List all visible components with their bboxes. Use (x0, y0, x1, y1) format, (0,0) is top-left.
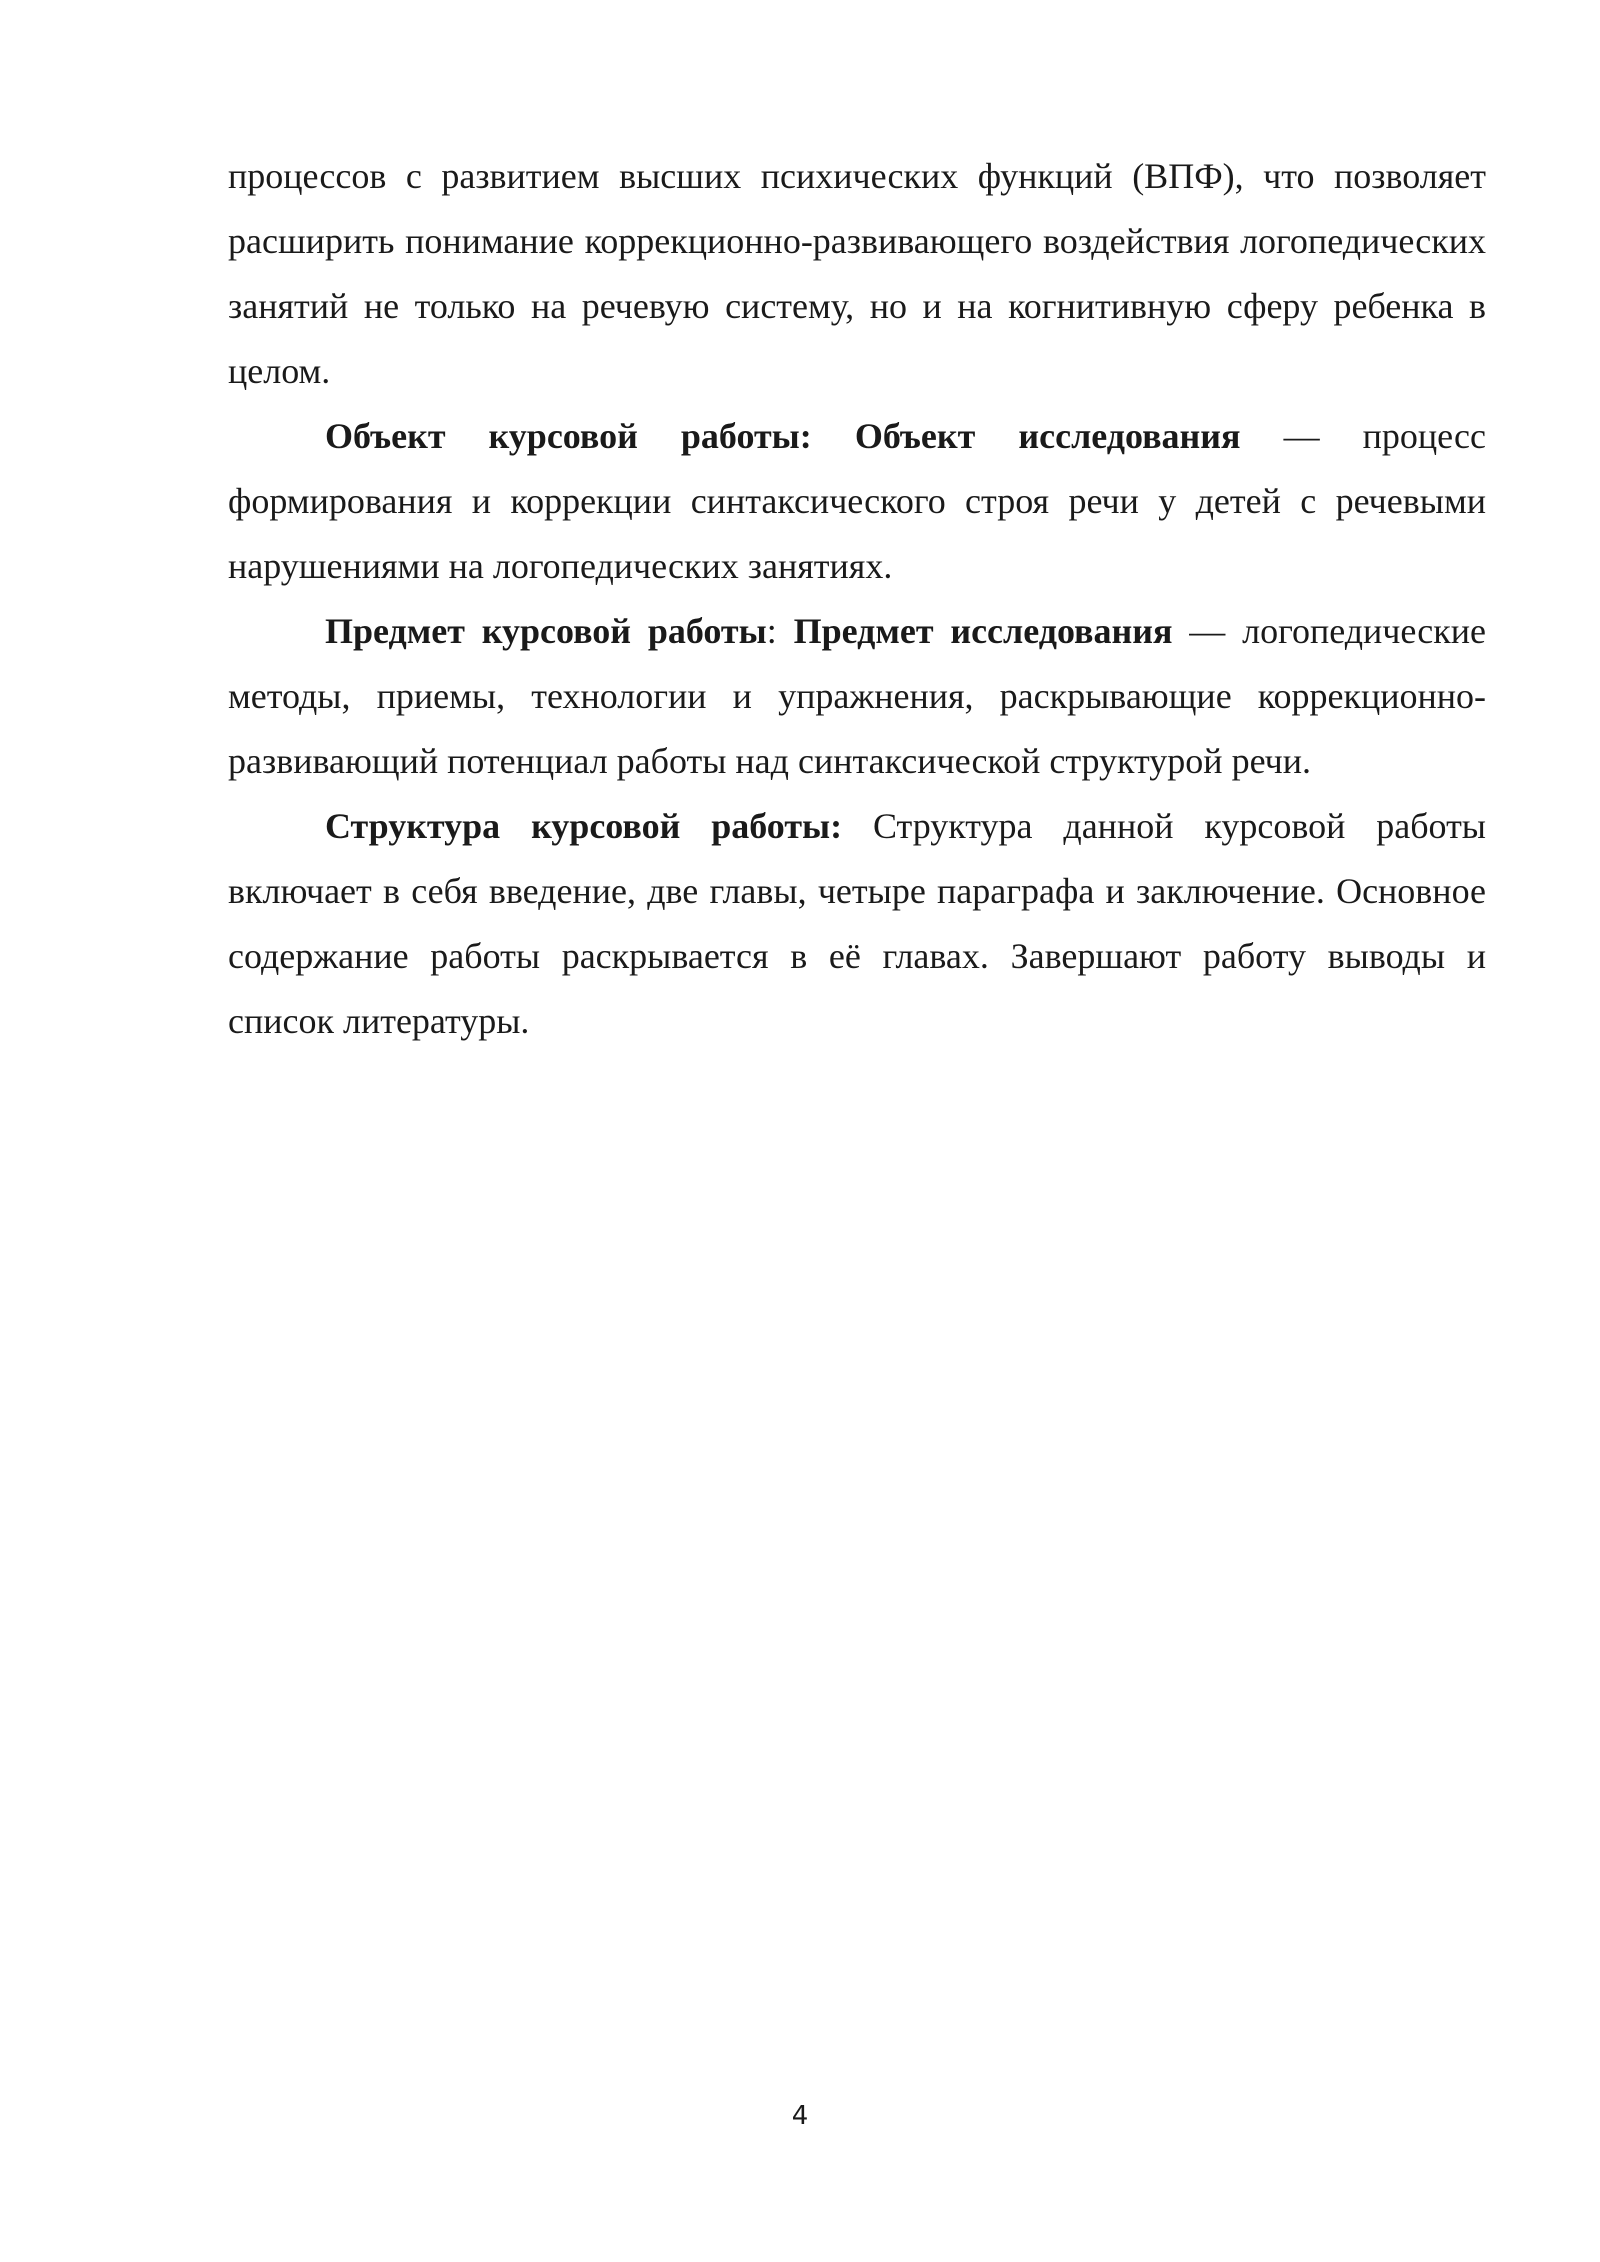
paragraph-subject (228, 599, 1486, 794)
page-number: 4 (791, 2101, 809, 2131)
subject-separator: : (766, 611, 794, 651)
structure-text: Структура данной курсовой работы включает в себя введение, две главы, четыре параграфа и заключение. Основное содержание работы раскрывается в её главах. Завершают работу выводы и список литературы. (228, 806, 1486, 1041)
paragraph-structure (228, 794, 1486, 1054)
object-text: — процесс формирования и коррекции синтаксического строя речи у детей с речевыми нарушениями на логопедических занятиях. (228, 416, 1486, 586)
paragraph-text: процессов с развитием высших психических функций (ВПФ), что позволяет расширить понимание коррекционно-развивающего воздействия логопедических занятий не только на речевую систему, но и на когнитивную сферу ребенка в целом. (228, 156, 1486, 391)
structure-label: Структура курсовой работы: (325, 806, 843, 846)
object-label: Объект курсовой работы: (325, 416, 812, 456)
object-research-label: Объект исследования (854, 416, 1241, 456)
paragraph-continuation (228, 144, 1486, 404)
subject-label: Предмет курсовой работы (325, 611, 767, 651)
subject-research-label: Предмет исследования (793, 611, 1173, 651)
paragraph-object (228, 404, 1486, 599)
document-body (228, 144, 1486, 1054)
subject-text: — логопедические методы, приемы, технологии и упражнения, раскрывающие коррекционно-развивающий потенциал работы над синтаксической структурой речи. (228, 611, 1486, 781)
